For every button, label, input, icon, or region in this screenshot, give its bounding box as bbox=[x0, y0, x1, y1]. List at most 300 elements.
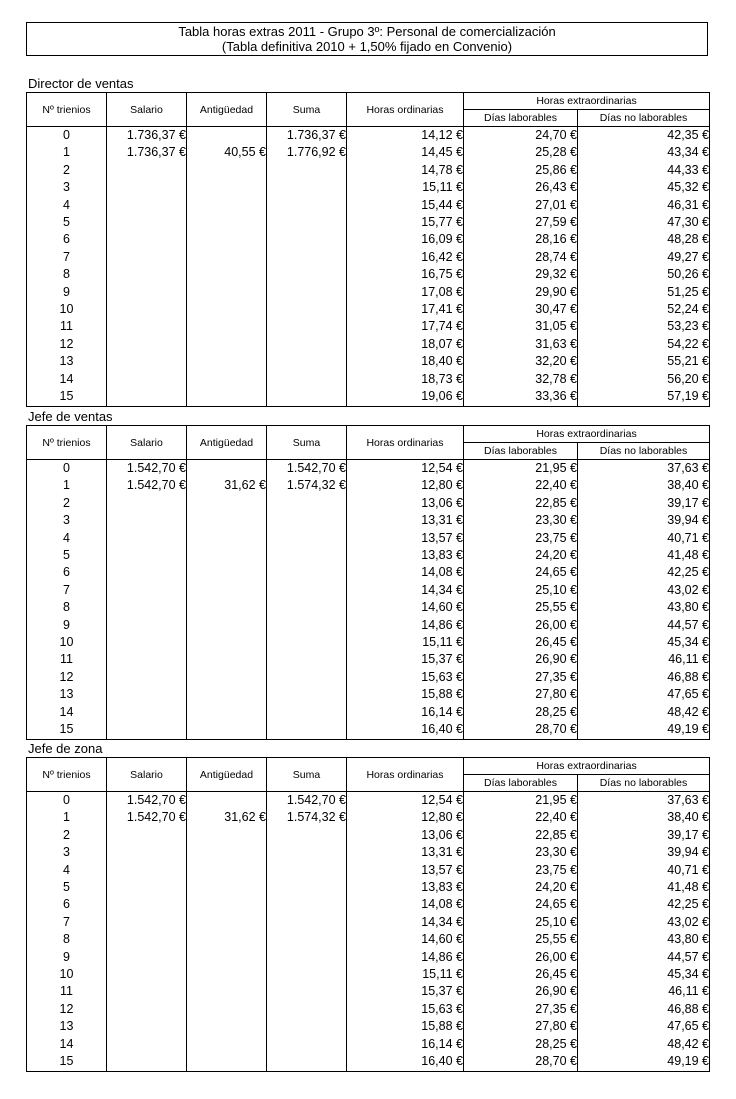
horas-ordinarias-cell: 14,08 € bbox=[347, 564, 464, 581]
trienios-cell: 11 bbox=[27, 983, 107, 1000]
dias-laborables-cell: 25,10 € bbox=[464, 582, 578, 599]
antiguedad-cell bbox=[187, 1036, 267, 1053]
antiguedad-cell bbox=[187, 792, 267, 810]
header-horas-ordinarias: Horas ordinarias bbox=[347, 758, 464, 792]
antiguedad-cell bbox=[187, 284, 267, 301]
antiguedad-cell bbox=[187, 353, 267, 370]
table-row bbox=[27, 512, 710, 529]
suma-cell bbox=[267, 547, 347, 564]
horas-ordinarias-cell: 13,31 € bbox=[347, 512, 464, 529]
salario-cell bbox=[107, 686, 187, 703]
table-row bbox=[27, 144, 710, 161]
suma-cell bbox=[267, 1036, 347, 1053]
dias-laborables-cell: 26,45 € bbox=[464, 966, 578, 983]
horas-ordinarias-cell: 19,06 € bbox=[347, 388, 464, 406]
suma-cell bbox=[267, 353, 347, 370]
dias-laborables-cell: 25,10 € bbox=[464, 914, 578, 931]
trienios-cell: 6 bbox=[27, 231, 107, 248]
suma-cell bbox=[267, 162, 347, 179]
antiguedad-cell bbox=[187, 879, 267, 896]
dias-laborables-cell: 26,00 € bbox=[464, 949, 578, 966]
dias-no-laborables-cell: 49,27 € bbox=[578, 249, 710, 266]
horas-ordinarias-cell: 16,42 € bbox=[347, 249, 464, 266]
horas-ordinarias-cell: 15,88 € bbox=[347, 686, 464, 703]
dias-no-laborables-cell: 49,19 € bbox=[578, 721, 710, 739]
dias-laborables-cell: 27,80 € bbox=[464, 1018, 578, 1035]
dias-laborables-cell: 24,20 € bbox=[464, 547, 578, 564]
table-row bbox=[27, 460, 710, 478]
suma-cell: 1.542,70 € bbox=[267, 792, 347, 810]
dias-no-laborables-cell: 41,48 € bbox=[578, 547, 710, 564]
table-row bbox=[27, 931, 710, 948]
dias-no-laborables-cell: 56,20 € bbox=[578, 371, 710, 388]
table-row bbox=[27, 266, 710, 283]
salario-cell bbox=[107, 284, 187, 301]
dias-no-laborables-cell: 43,02 € bbox=[578, 582, 710, 599]
salario-cell bbox=[107, 371, 187, 388]
dias-no-laborables-cell: 57,19 € bbox=[578, 388, 710, 406]
dias-no-laborables-cell: 46,31 € bbox=[578, 197, 710, 214]
dias-laborables-cell: 21,95 € bbox=[464, 792, 578, 810]
antiguedad-cell bbox=[187, 162, 267, 179]
dias-laborables-cell: 32,78 € bbox=[464, 371, 578, 388]
dias-no-laborables-cell: 49,19 € bbox=[578, 1053, 710, 1071]
horas-ordinarias-cell: 12,80 € bbox=[347, 809, 464, 826]
dias-no-laborables-cell: 43,80 € bbox=[578, 931, 710, 948]
header-dias-no-laborables: Días no laborables bbox=[578, 775, 710, 792]
antiguedad-cell bbox=[187, 1053, 267, 1071]
salario-cell: 1.736,37 € bbox=[107, 144, 187, 161]
header-suma: Suma bbox=[267, 758, 347, 792]
dias-laborables-cell: 23,30 € bbox=[464, 844, 578, 861]
suma-cell bbox=[267, 844, 347, 861]
dias-laborables-cell: 24,70 € bbox=[464, 127, 578, 145]
dias-no-laborables-cell: 45,34 € bbox=[578, 634, 710, 651]
table-row bbox=[27, 1053, 710, 1071]
dias-laborables-cell: 28,25 € bbox=[464, 704, 578, 721]
antiguedad-cell bbox=[187, 686, 267, 703]
salary-table bbox=[26, 757, 710, 1072]
suma-cell bbox=[267, 599, 347, 616]
trienios-cell: 2 bbox=[27, 162, 107, 179]
trienios-cell: 1 bbox=[27, 809, 107, 826]
dias-laborables-cell: 23,75 € bbox=[464, 862, 578, 879]
antiguedad-cell bbox=[187, 336, 267, 353]
table-row bbox=[27, 197, 710, 214]
suma-cell bbox=[267, 1001, 347, 1018]
horas-ordinarias-cell: 14,78 € bbox=[347, 162, 464, 179]
dias-laborables-cell: 26,45 € bbox=[464, 634, 578, 651]
horas-ordinarias-cell: 13,06 € bbox=[347, 827, 464, 844]
trienios-cell: 4 bbox=[27, 197, 107, 214]
horas-ordinarias-cell: 15,63 € bbox=[347, 669, 464, 686]
antiguedad-cell: 40,55 € bbox=[187, 144, 267, 161]
dias-no-laborables-cell: 48,42 € bbox=[578, 1036, 710, 1053]
trienios-cell: 1 bbox=[27, 477, 107, 494]
dias-no-laborables-cell: 39,94 € bbox=[578, 844, 710, 861]
dias-no-laborables-cell: 46,88 € bbox=[578, 669, 710, 686]
section-title: Jefe de zona bbox=[28, 741, 103, 756]
trienios-cell: 14 bbox=[27, 371, 107, 388]
suma-cell bbox=[267, 669, 347, 686]
trienios-cell: 4 bbox=[27, 862, 107, 879]
dias-no-laborables-cell: 48,42 € bbox=[578, 704, 710, 721]
dias-laborables-cell: 22,85 € bbox=[464, 827, 578, 844]
suma-cell bbox=[267, 879, 347, 896]
dias-no-laborables-cell: 39,17 € bbox=[578, 495, 710, 512]
header-dias-no-laborables: Días no laborables bbox=[578, 110, 710, 127]
table-row bbox=[27, 651, 710, 668]
antiguedad-cell bbox=[187, 1001, 267, 1018]
trienios-cell: 14 bbox=[27, 704, 107, 721]
suma-cell bbox=[267, 931, 347, 948]
trienios-cell: 2 bbox=[27, 495, 107, 512]
antiguedad-cell: 31,62 € bbox=[187, 809, 267, 826]
table-row bbox=[27, 844, 710, 861]
salario-cell bbox=[107, 844, 187, 861]
header-antiguedad: Antigüedad bbox=[187, 758, 267, 792]
antiguedad-cell bbox=[187, 231, 267, 248]
suma-cell bbox=[267, 827, 347, 844]
trienios-cell: 3 bbox=[27, 179, 107, 196]
trienios-cell: 4 bbox=[27, 530, 107, 547]
antiguedad-cell: 31,62 € bbox=[187, 477, 267, 494]
horas-ordinarias-cell: 15,63 € bbox=[347, 1001, 464, 1018]
suma-cell: 1.574,32 € bbox=[267, 809, 347, 826]
horas-ordinarias-cell: 18,73 € bbox=[347, 371, 464, 388]
trienios-cell: 10 bbox=[27, 966, 107, 983]
dias-laborables-cell: 27,59 € bbox=[464, 214, 578, 231]
antiguedad-cell bbox=[187, 896, 267, 913]
horas-ordinarias-cell: 17,08 € bbox=[347, 284, 464, 301]
antiguedad-cell bbox=[187, 827, 267, 844]
salario-cell bbox=[107, 301, 187, 318]
salario-cell bbox=[107, 530, 187, 547]
table-row bbox=[27, 249, 710, 266]
dias-no-laborables-cell: 40,71 € bbox=[578, 530, 710, 547]
trienios-cell: 13 bbox=[27, 1018, 107, 1035]
dias-no-laborables-cell: 37,63 € bbox=[578, 792, 710, 810]
trienios-cell: 2 bbox=[27, 827, 107, 844]
antiguedad-cell bbox=[187, 266, 267, 283]
salario-cell bbox=[107, 651, 187, 668]
horas-ordinarias-cell: 15,37 € bbox=[347, 983, 464, 1000]
salario-cell bbox=[107, 231, 187, 248]
suma-cell: 1.542,70 € bbox=[267, 460, 347, 478]
trienios-cell: 5 bbox=[27, 214, 107, 231]
dias-laborables-cell: 23,75 € bbox=[464, 530, 578, 547]
antiguedad-cell bbox=[187, 127, 267, 145]
suma-cell bbox=[267, 371, 347, 388]
salario-cell: 1.736,37 € bbox=[107, 127, 187, 145]
table-row bbox=[27, 1018, 710, 1035]
antiguedad-cell bbox=[187, 249, 267, 266]
antiguedad-cell bbox=[187, 547, 267, 564]
suma-cell bbox=[267, 318, 347, 335]
salario-cell bbox=[107, 512, 187, 529]
dias-no-laborables-cell: 45,34 € bbox=[578, 966, 710, 983]
salario-cell bbox=[107, 214, 187, 231]
suma-cell bbox=[267, 721, 347, 739]
horas-ordinarias-cell: 15,11 € bbox=[347, 634, 464, 651]
document-title: Tabla horas extras 2011 - Grupo 3º: Personal de comercialización bbox=[178, 24, 556, 39]
dias-no-laborables-cell: 42,35 € bbox=[578, 127, 710, 145]
dias-no-laborables-cell: 38,40 € bbox=[578, 477, 710, 494]
antiguedad-cell bbox=[187, 197, 267, 214]
dias-laborables-cell: 28,25 € bbox=[464, 1036, 578, 1053]
table-row bbox=[27, 809, 710, 826]
suma-cell bbox=[267, 862, 347, 879]
salario-cell bbox=[107, 162, 187, 179]
horas-ordinarias-cell: 14,60 € bbox=[347, 599, 464, 616]
dias-laborables-cell: 31,05 € bbox=[464, 318, 578, 335]
suma-cell bbox=[267, 564, 347, 581]
dias-laborables-cell: 29,32 € bbox=[464, 266, 578, 283]
horas-ordinarias-cell: 15,77 € bbox=[347, 214, 464, 231]
trienios-cell: 12 bbox=[27, 336, 107, 353]
trienios-cell: 15 bbox=[27, 388, 107, 406]
salario-cell bbox=[107, 949, 187, 966]
antiguedad-cell bbox=[187, 318, 267, 335]
suma-cell bbox=[267, 983, 347, 1000]
antiguedad-cell bbox=[187, 669, 267, 686]
trienios-cell: 9 bbox=[27, 284, 107, 301]
horas-ordinarias-cell: 15,37 € bbox=[347, 651, 464, 668]
dias-laborables-cell: 23,30 € bbox=[464, 512, 578, 529]
antiguedad-cell bbox=[187, 388, 267, 406]
suma-cell bbox=[267, 301, 347, 318]
suma-cell bbox=[267, 249, 347, 266]
trienios-cell: 5 bbox=[27, 879, 107, 896]
salario-cell bbox=[107, 634, 187, 651]
trienios-cell: 15 bbox=[27, 1053, 107, 1071]
table-row bbox=[27, 582, 710, 599]
dias-no-laborables-cell: 46,11 € bbox=[578, 651, 710, 668]
header-trienios: Nº trienios bbox=[27, 93, 107, 127]
antiguedad-cell bbox=[187, 530, 267, 547]
salario-cell bbox=[107, 617, 187, 634]
suma-cell bbox=[267, 197, 347, 214]
suma-cell bbox=[267, 231, 347, 248]
horas-ordinarias-cell: 15,44 € bbox=[347, 197, 464, 214]
dias-no-laborables-cell: 41,48 € bbox=[578, 879, 710, 896]
header-dias-laborables: Días laborables bbox=[464, 110, 578, 127]
table-row bbox=[27, 862, 710, 879]
antiguedad-cell bbox=[187, 721, 267, 739]
table-row bbox=[27, 827, 710, 844]
section-title: Director de ventas bbox=[28, 76, 134, 91]
dias-no-laborables-cell: 50,26 € bbox=[578, 266, 710, 283]
header-horas-extraordinarias: Horas extraordinarias bbox=[464, 758, 710, 775]
horas-ordinarias-cell: 16,14 € bbox=[347, 1036, 464, 1053]
header-suma: Suma bbox=[267, 93, 347, 127]
trienios-cell: 8 bbox=[27, 266, 107, 283]
dias-laborables-cell: 26,90 € bbox=[464, 651, 578, 668]
suma-cell bbox=[267, 617, 347, 634]
suma-cell: 1.776,92 € bbox=[267, 144, 347, 161]
salario-cell bbox=[107, 547, 187, 564]
salario-cell bbox=[107, 862, 187, 879]
salario-cell bbox=[107, 721, 187, 739]
suma-cell bbox=[267, 634, 347, 651]
horas-ordinarias-cell: 12,54 € bbox=[347, 792, 464, 810]
document-subtitle: (Tabla definitiva 2010 + 1,50% fijado en Convenio) bbox=[221, 39, 513, 54]
table-row bbox=[27, 599, 710, 616]
salario-cell bbox=[107, 827, 187, 844]
dias-laborables-cell: 27,01 € bbox=[464, 197, 578, 214]
table-row bbox=[27, 1036, 710, 1053]
table-row bbox=[27, 284, 710, 301]
suma-cell bbox=[267, 512, 347, 529]
salario-cell bbox=[107, 931, 187, 948]
antiguedad-cell bbox=[187, 634, 267, 651]
trienios-cell: 0 bbox=[27, 127, 107, 145]
salario-cell bbox=[107, 495, 187, 512]
trienios-cell: 15 bbox=[27, 721, 107, 739]
horas-ordinarias-cell: 15,88 € bbox=[347, 1018, 464, 1035]
header-trienios: Nº trienios bbox=[27, 758, 107, 792]
horas-ordinarias-cell: 18,07 € bbox=[347, 336, 464, 353]
salario-cell bbox=[107, 336, 187, 353]
header-horas-extraordinarias: Horas extraordinarias bbox=[464, 93, 710, 110]
trienios-cell: 6 bbox=[27, 564, 107, 581]
dias-no-laborables-cell: 48,28 € bbox=[578, 231, 710, 248]
header-dias-no-laborables: Días no laborables bbox=[578, 443, 710, 460]
horas-ordinarias-cell: 17,41 € bbox=[347, 301, 464, 318]
salario-cell bbox=[107, 353, 187, 370]
horas-ordinarias-cell: 14,08 € bbox=[347, 896, 464, 913]
header-antiguedad: Antigüedad bbox=[187, 93, 267, 127]
table-row bbox=[27, 914, 710, 931]
trienios-cell: 11 bbox=[27, 318, 107, 335]
suma-cell bbox=[267, 582, 347, 599]
trienios-cell: 12 bbox=[27, 1001, 107, 1018]
dias-laborables-cell: 26,43 € bbox=[464, 179, 578, 196]
salario-cell bbox=[107, 1053, 187, 1071]
antiguedad-cell bbox=[187, 966, 267, 983]
suma-cell bbox=[267, 704, 347, 721]
antiguedad-cell bbox=[187, 983, 267, 1000]
salario-cell bbox=[107, 896, 187, 913]
dias-no-laborables-cell: 46,11 € bbox=[578, 983, 710, 1000]
antiguedad-cell bbox=[187, 931, 267, 948]
table-row bbox=[27, 336, 710, 353]
trienios-cell: 5 bbox=[27, 547, 107, 564]
section-title: Jefe de ventas bbox=[28, 409, 113, 424]
table-row bbox=[27, 162, 710, 179]
dias-laborables-cell: 26,90 € bbox=[464, 983, 578, 1000]
dias-no-laborables-cell: 39,17 € bbox=[578, 827, 710, 844]
header-antiguedad: Antigüedad bbox=[187, 426, 267, 460]
dias-laborables-cell: 25,86 € bbox=[464, 162, 578, 179]
trienios-cell: 3 bbox=[27, 512, 107, 529]
horas-ordinarias-cell: 15,11 € bbox=[347, 966, 464, 983]
dias-laborables-cell: 28,70 € bbox=[464, 1053, 578, 1071]
salario-cell bbox=[107, 266, 187, 283]
suma-cell bbox=[267, 914, 347, 931]
suma-cell bbox=[267, 966, 347, 983]
dias-laborables-cell: 27,80 € bbox=[464, 686, 578, 703]
salario-cell bbox=[107, 983, 187, 1000]
antiguedad-cell bbox=[187, 512, 267, 529]
table-row bbox=[27, 318, 710, 335]
dias-no-laborables-cell: 42,25 € bbox=[578, 564, 710, 581]
dias-no-laborables-cell: 43,34 € bbox=[578, 144, 710, 161]
antiguedad-cell bbox=[187, 949, 267, 966]
table-row bbox=[27, 966, 710, 983]
antiguedad-cell bbox=[187, 599, 267, 616]
dias-no-laborables-cell: 44,33 € bbox=[578, 162, 710, 179]
trienios-cell: 8 bbox=[27, 599, 107, 616]
horas-ordinarias-cell: 13,83 € bbox=[347, 547, 464, 564]
horas-ordinarias-cell: 17,74 € bbox=[347, 318, 464, 335]
document-title-box bbox=[26, 22, 708, 56]
table-row bbox=[27, 949, 710, 966]
salario-cell bbox=[107, 197, 187, 214]
header-salario: Salario bbox=[107, 758, 187, 792]
horas-ordinarias-cell: 14,60 € bbox=[347, 931, 464, 948]
table-row bbox=[27, 127, 710, 145]
trienios-cell: 10 bbox=[27, 301, 107, 318]
trienios-cell: 7 bbox=[27, 582, 107, 599]
table-row bbox=[27, 704, 710, 721]
horas-ordinarias-cell: 12,80 € bbox=[347, 477, 464, 494]
trienios-cell: 13 bbox=[27, 686, 107, 703]
horas-ordinarias-cell: 14,45 € bbox=[347, 144, 464, 161]
horas-ordinarias-cell: 12,54 € bbox=[347, 460, 464, 478]
table-row bbox=[27, 353, 710, 370]
dias-no-laborables-cell: 55,21 € bbox=[578, 353, 710, 370]
table-row bbox=[27, 388, 710, 406]
suma-cell bbox=[267, 495, 347, 512]
salario-cell bbox=[107, 914, 187, 931]
salario-cell bbox=[107, 966, 187, 983]
header-horas-ordinarias: Horas ordinarias bbox=[347, 93, 464, 127]
salary-table bbox=[26, 425, 710, 740]
trienios-cell: 10 bbox=[27, 634, 107, 651]
horas-ordinarias-cell: 16,40 € bbox=[347, 721, 464, 739]
antiguedad-cell bbox=[187, 1018, 267, 1035]
trienios-cell: 8 bbox=[27, 931, 107, 948]
trienios-cell: 12 bbox=[27, 669, 107, 686]
suma-cell bbox=[267, 651, 347, 668]
table-row bbox=[27, 301, 710, 318]
antiguedad-cell bbox=[187, 582, 267, 599]
salario-cell bbox=[107, 249, 187, 266]
trienios-cell: 13 bbox=[27, 353, 107, 370]
dias-laborables-cell: 30,47 € bbox=[464, 301, 578, 318]
horas-ordinarias-cell: 14,86 € bbox=[347, 949, 464, 966]
salario-cell bbox=[107, 564, 187, 581]
horas-ordinarias-cell: 14,34 € bbox=[347, 914, 464, 931]
salario-cell: 1.542,70 € bbox=[107, 792, 187, 810]
suma-cell bbox=[267, 266, 347, 283]
trienios-cell: 7 bbox=[27, 249, 107, 266]
suma-cell bbox=[267, 949, 347, 966]
header-trienios: Nº trienios bbox=[27, 426, 107, 460]
header-salario: Salario bbox=[107, 93, 187, 127]
dias-laborables-cell: 25,55 € bbox=[464, 599, 578, 616]
horas-ordinarias-cell: 13,83 € bbox=[347, 879, 464, 896]
dias-no-laborables-cell: 39,94 € bbox=[578, 512, 710, 529]
antiguedad-cell bbox=[187, 617, 267, 634]
table-row bbox=[27, 495, 710, 512]
dias-no-laborables-cell: 40,71 € bbox=[578, 862, 710, 879]
dias-laborables-cell: 22,85 € bbox=[464, 495, 578, 512]
table-row bbox=[27, 634, 710, 651]
table-row bbox=[27, 547, 710, 564]
dias-laborables-cell: 22,40 € bbox=[464, 477, 578, 494]
